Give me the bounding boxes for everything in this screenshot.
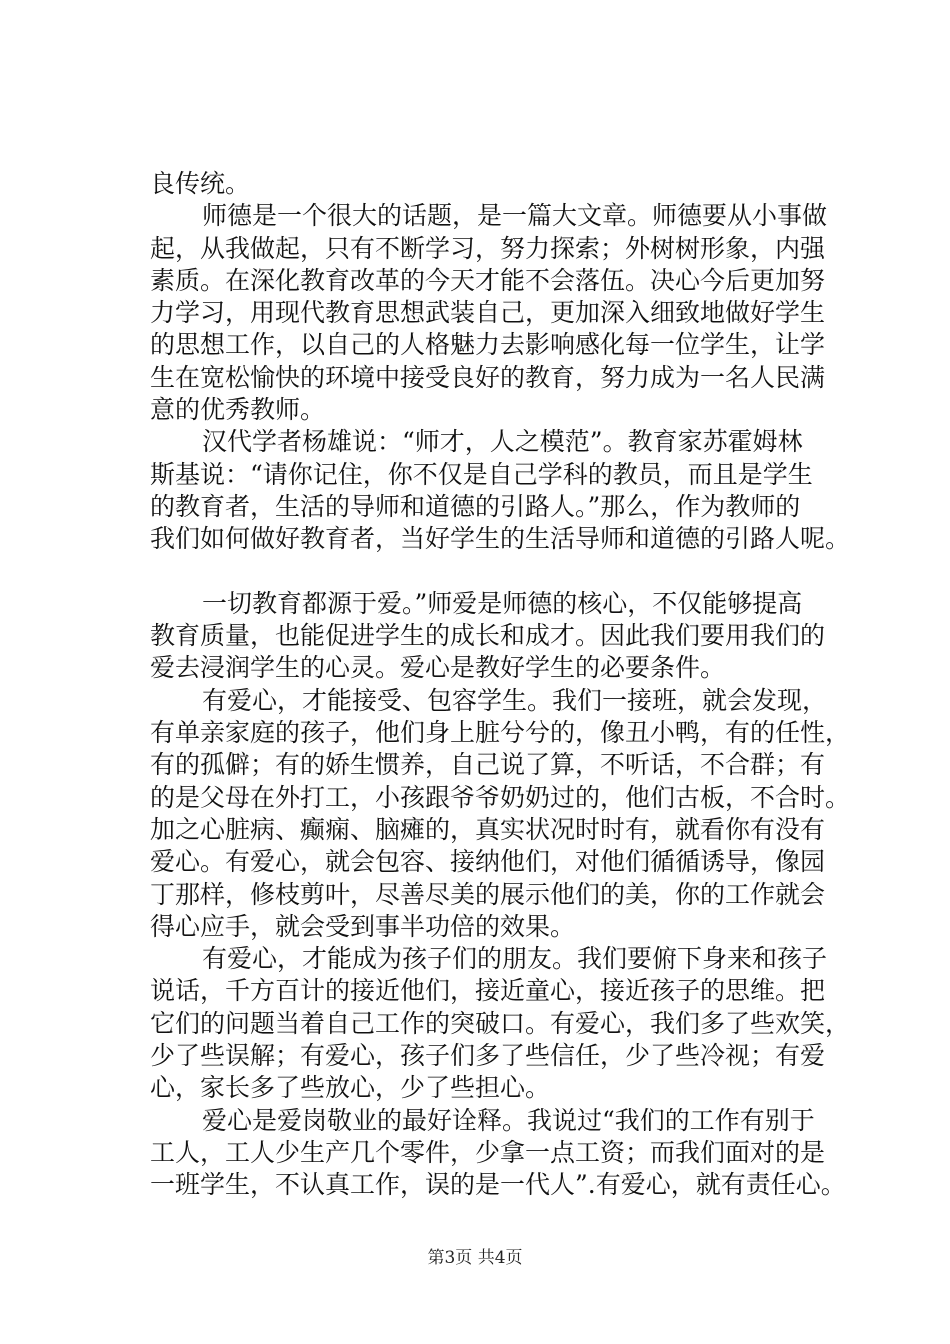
text-line: 心，家长多了些放心，少了些担心。 bbox=[150, 1073, 551, 1103]
paragraph-start-line: 师德是一个很大的话题，是一篇大文章。师德要从小事做 bbox=[202, 201, 828, 231]
paragraph-start-line: 有爱心，才能接受、包容学生。我们一接班，就会发现， bbox=[202, 685, 828, 715]
text-line: 有单亲家庭的孩子，他们身上脏兮兮的，像丑小鸭，有的任性， bbox=[150, 718, 851, 748]
paragraph-start-line: 一切教育都源于爱。”师爱是师德的核心，不仅能够提高 bbox=[202, 588, 803, 618]
text-line: 的是父母在外打工，小孩跟爷爷奶奶过的，他们古板，不合时。 bbox=[150, 782, 851, 812]
text-line: 工人，工人少生产几个零件，少拿一点工资；而我们面对的是 bbox=[150, 1137, 826, 1167]
text-line: 有的孤僻；有的娇生惯养，自己说了算，不听话，不合群；有 bbox=[150, 750, 826, 780]
text-line: 它们的问题当着自己工作的突破口。有爱心，我们多了些欢笑， bbox=[150, 1008, 851, 1038]
text-line: 爱去浸润学生的心灵。爱心是教好学生的必要条件。 bbox=[150, 653, 726, 683]
text-line: 少了些误解；有爱心，孩子们多了些信任，少了些冷视；有爱 bbox=[150, 1041, 826, 1071]
text-line: 斯基说：“请你记住，你不仅是自己学科的教员，而且是学生 bbox=[150, 459, 813, 489]
text-line: 力学习，用现代教育思想武装自己，更加深入细致地做好学生 bbox=[150, 298, 826, 328]
text-line: 一班学生，不认真工作，误的是一代人”.有爱心，就有责任心。 bbox=[150, 1170, 846, 1200]
text-line: 我们如何做好教育者，当好学生的生活导师和道德的引路人呢。 bbox=[150, 524, 851, 554]
text-line: 的教育者，生活的导师和道德的引路人。”那么，作为教师的 bbox=[150, 491, 801, 521]
text-line: 起，从我做起，只有不断学习，努力探索；外树树形象，内强 bbox=[150, 233, 826, 263]
paragraph-start-line: 有爱心，才能成为孩子们的朋友。我们要俯下身来和孩子 bbox=[202, 944, 828, 974]
document-body bbox=[150, 168, 851, 1202]
text-line: 得心应手，就会受到事半功倍的效果。 bbox=[150, 911, 576, 941]
text-line: 意的优秀教师。 bbox=[150, 395, 326, 425]
paragraph-gap bbox=[150, 556, 840, 588]
text-line: 说话，千方百计的接近他们，接近童心，接近孩子的思维。把 bbox=[150, 976, 826, 1006]
text-line: 的思想工作，以自己的人格魅力去影响感化每一位学生，让学 bbox=[150, 330, 826, 360]
text-line: 爱心。有爱心，就会包容、接纳他们，对他们循循诱导，像园 bbox=[150, 847, 826, 877]
paragraph-start-line: 爱心是爱岗敬业的最好诠释。我说过“我们的工作有别于 bbox=[202, 1105, 815, 1135]
paragraph-start-line: 汉代学者杨雄说：“师才，人之模范”。教育家苏霍姆林 bbox=[202, 427, 803, 457]
text-line: 教育质量，也能促进学生的成长和成才。因此我们要用我们的 bbox=[150, 621, 826, 651]
page-number-footer: 第3页 共4页 bbox=[427, 1248, 523, 1268]
text-line: 良传统。 bbox=[150, 169, 251, 198]
text-line: 丁那样，修枝剪叶，尽善尽美的展示他们的美，你的工作就会 bbox=[150, 879, 826, 909]
text-line: 生在宽松愉快的环境中接受良好的教育，努力成为一名人民满 bbox=[150, 362, 826, 392]
text-line: 素质。在深化教育改革的今天才能不会落伍。决心今后更加努 bbox=[150, 265, 826, 295]
text-line: 加之心脏病、癫痫、脑瘫的，真实状况时时有，就看你有没有 bbox=[150, 814, 826, 844]
